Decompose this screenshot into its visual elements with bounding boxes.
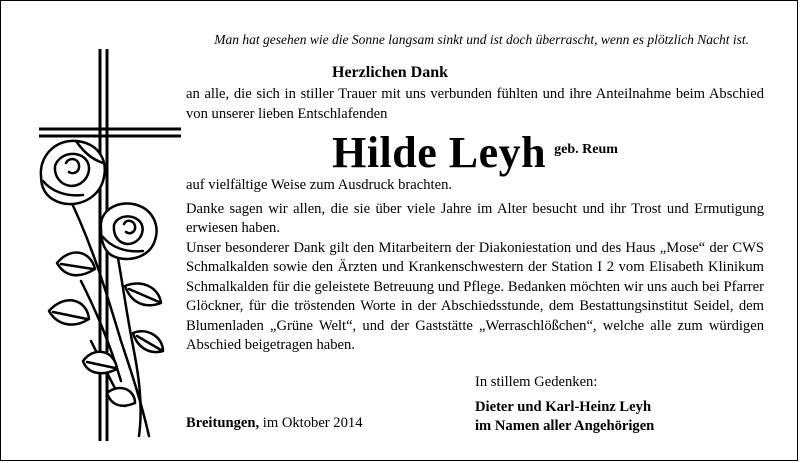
main-text [186,61,764,356]
place: Breitungen, [186,415,260,431]
maiden-name: geb. Reum [554,142,618,157]
signature-intro: In stillem Gedenken: [475,374,598,390]
signature-block [475,373,654,436]
signature-relatives: im Namen aller Angehörigen [475,418,655,434]
paragraph-special-thanks: Unser besonderer Dank gilt den Mitarbeitern der Diakoniestation und des Haus „Mose“ der CWS Schmalkalden sowie den Ärzten und Krankenschwestern der Station I 2 vom Elisabeth Klinikum Schmalkalden für die geleistete Betreuung und Pflege. Bedanken möchten wir uns auch bei Pfarrer Glöckner, für die tröstenden Worte in der Abschiedsstunde, dem Bestattungsinstitut Seidel, dem Blumenladen „Grüne Welt“, und der Gaststätte „Werraschlößchen“, welche alle zum würdigen Abschied beigetragen haben. [186,239,764,353]
motto-quote: Man hat gesehen wie die Sonne langsam sinkt und ist doch überrascht, wenn es plötzlich Nacht ist. [214,32,749,47]
deceased-name-row [186,128,764,177]
heading: Herzlichen Dank [332,64,448,81]
rose-bouquet-icon [41,141,163,436]
place-date [186,415,363,432]
signature-names: Dieter und Karl-Heinz Leyh [475,399,652,415]
after-name-text: auf vielfältige Weise zum Ausdruck brachten. [186,177,453,193]
deceased-name: Hilde Leyh [332,128,547,177]
paragraph-thanks-visitors: Danke sagen wir allen, die sie über viele Jahre im Alter besucht und ihr Trost und Ermutigung erwiesen haben. [186,200,764,236]
cross-roses-artwork [21,41,181,451]
intro-text: an alle, die sich in stiller Trauer mit uns verbunden fühlten und ihre Anteilnahme beim Abschied von unserer lieben Entschlafenden [186,86,764,122]
date: im Oktober 2014 [262,415,363,431]
